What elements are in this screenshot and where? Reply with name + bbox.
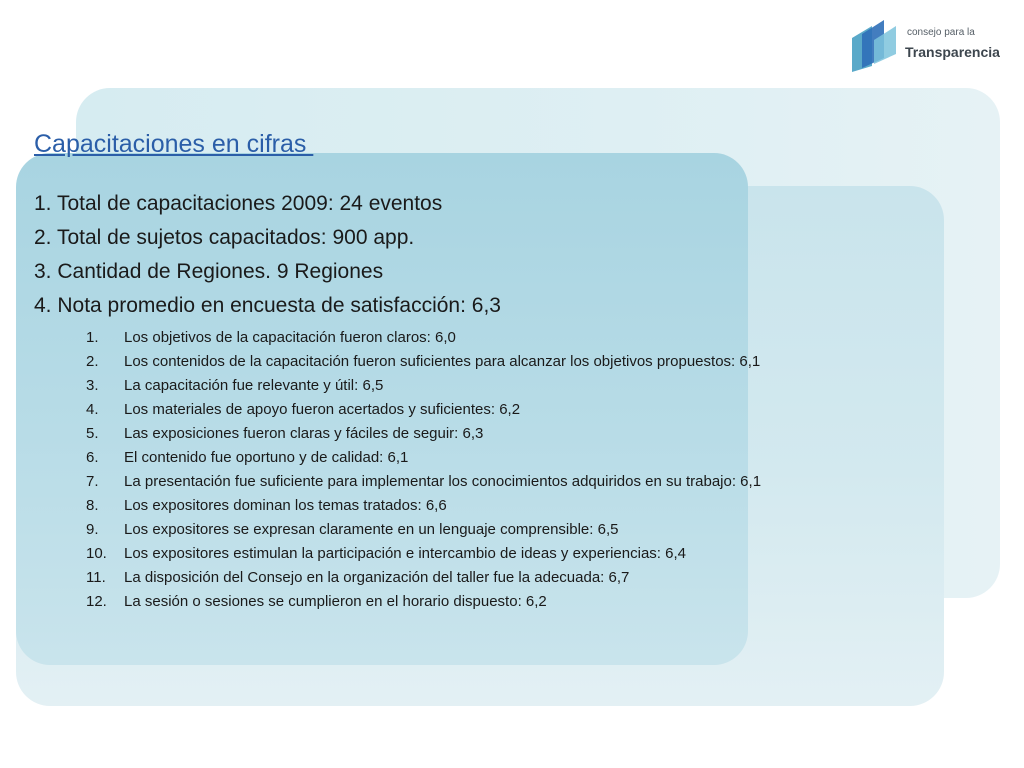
list-item-text: La disposición del Consejo en la organización del taller fue la adecuada: 6,7 [124, 569, 630, 586]
list-item [34, 374, 994, 398]
main-list [34, 187, 994, 323]
logo-mark-icon [850, 18, 906, 74]
list-item-number: 6. [86, 449, 99, 466]
list-item-number: 7. [86, 473, 99, 490]
list-item-number: 10. [86, 545, 107, 562]
list-item [34, 446, 994, 470]
list-item [34, 590, 994, 614]
list-item-number: 3. [86, 377, 99, 394]
list-item-text: La sesión o sesiones se cumplieron en el horario dispuesto: 6,2 [124, 593, 547, 610]
list-item-number: 12. [86, 593, 107, 610]
list-item-number: 5. [86, 425, 99, 442]
main-list-item: 2. Total de sujetos capacitados: 900 app. [34, 226, 415, 249]
list-item-text: Los expositores estimulan la participación e intercambio de ideas y experiencias: 6,4 [124, 545, 686, 562]
list-item [34, 542, 994, 566]
list-item [34, 422, 994, 446]
list-item [34, 518, 994, 542]
main-list-item: 3. Cantidad de Regiones. 9 Regiones [34, 260, 384, 283]
list-item-text: Las exposiciones fueron claras y fáciles de seguir: 6,3 [124, 425, 484, 442]
page-title: Capacitaciones en cifras [34, 130, 314, 158]
list-item-number: 1. [86, 329, 99, 346]
list-item [34, 350, 994, 374]
slide-content [34, 127, 994, 614]
list-item-text: Los materiales de apoyo fueron acertados y suficientes: 6,2 [124, 401, 521, 418]
list-item-text: Los objetivos de la capacitación fueron claros: 6,0 [124, 329, 456, 346]
list-item-number: 11. [86, 569, 106, 586]
main-list-item: 1. Total de capacitaciones 2009: 24 eventos [34, 192, 443, 215]
list-item [34, 398, 994, 422]
list-item [34, 470, 994, 494]
list-item-text: La capacitación fue relevante y útil: 6,5 [124, 377, 384, 394]
main-list-item: 4. Nota promedio en encuesta de satisfacción: 6,3 [34, 294, 501, 317]
consejo-transparencia-logo [850, 18, 1010, 74]
survey-results-list [34, 326, 994, 614]
list-item-text: Los contenidos de la capacitación fueron suficientes para alcanzar los objetivos propuestos: 6,1 [124, 353, 761, 370]
list-item-text: El contenido fue oportuno y de calidad: 6,1 [124, 449, 409, 466]
logo-title: Transparencia [905, 44, 1000, 60]
list-item-text: Los expositores dominan los temas tratados: 6,6 [124, 497, 447, 514]
list-item-number: 4. [86, 401, 99, 418]
list-item [34, 326, 994, 350]
list-item-number: 8. [86, 497, 99, 514]
logo-subtitle: consejo para la [907, 27, 975, 38]
list-item-text: Los expositores se expresan claramente en un lenguaje comprensible: 6,5 [124, 521, 619, 538]
list-item-number: 2. [86, 353, 99, 370]
list-item [34, 494, 994, 518]
list-item-text: La presentación fue suficiente para implementar los conocimientos adquiridos en su trabajo: 6,1 [124, 473, 762, 490]
list-item [34, 566, 994, 590]
list-item-number: 9. [86, 521, 99, 538]
